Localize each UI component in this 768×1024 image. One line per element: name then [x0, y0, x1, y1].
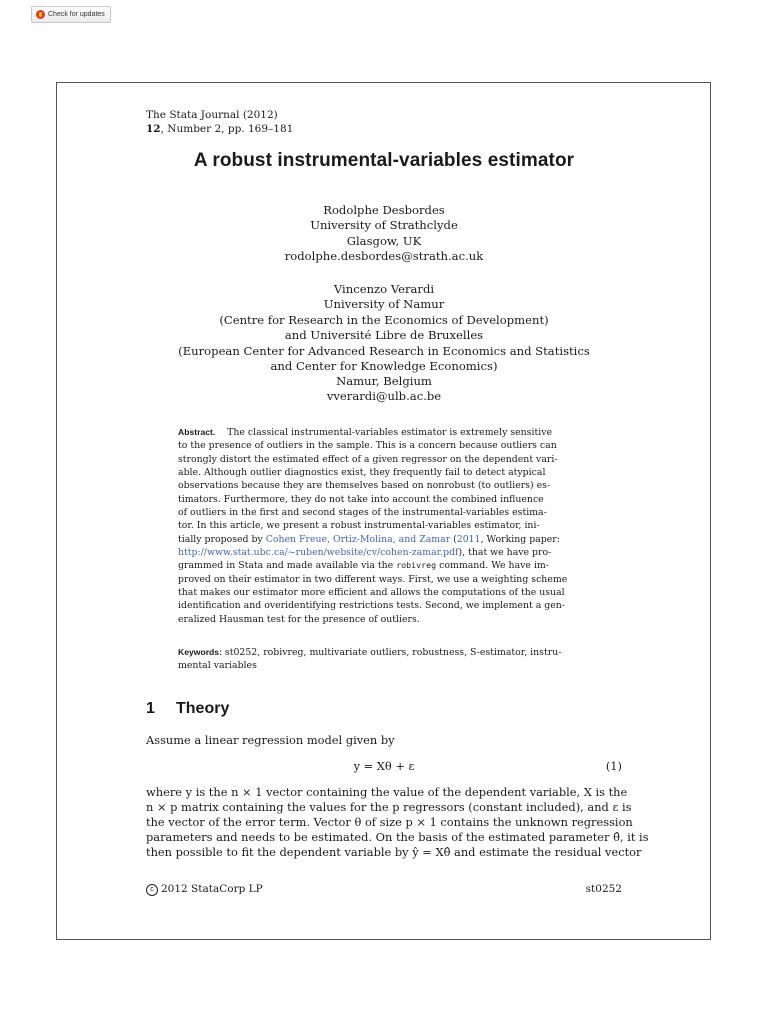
journal-pages: , Number 2, pp. 169–181 [160, 123, 294, 135]
body-line: n × p matrix containing the values for the p regressors (constant included), and ε is [146, 800, 632, 814]
abstract-line: able. Although outlier diagnostics exist, they frequently fail to detect atypical [178, 467, 546, 479]
body-line: where y is the n × 1 vector containing the value of the dependent variable, X is the [146, 785, 628, 799]
author-affiliation: and Center for Knowledge Economics) [270, 359, 498, 373]
abstract-text: tially proposed by [178, 533, 266, 545]
copyright-text: 2012 StataCorp LP [161, 883, 263, 895]
abstract-line: timators. Furthermore, they do not take into account the combined influence [178, 493, 544, 505]
working-paper-url[interactable]: http://www.stat.ubc.ca/~ruben/website/cv/cohen-zamar.pdf [178, 547, 459, 559]
abstract-text: ( [450, 533, 457, 545]
author-location: Namur, Belgium [336, 374, 432, 388]
footer-copyright [146, 883, 263, 896]
abstract-line: of outliers in the first and second stages of the instrumental-variables estima- [178, 507, 547, 519]
author-affiliation: University of Strathclyde [310, 218, 458, 232]
abstract-line: tor. In this article, we present a robust instrumental-variables estimator, ini- [178, 520, 540, 532]
equation [146, 759, 622, 774]
author-affiliation: University of Namur [323, 297, 445, 311]
abstract-text: ), that we have pro- [458, 547, 552, 559]
command-name: robivreg [396, 560, 437, 571]
abstract-text: command. We have im- [436, 560, 549, 572]
abstract-label: Abstract. [178, 427, 216, 437]
journal-volume: 12 [146, 123, 161, 135]
abstract-text: , Working paper: [480, 533, 560, 545]
section-number: 1 [146, 700, 155, 717]
paper-title: A robust instrumental-variables estimator [193, 150, 575, 171]
equation-number: (1) [605, 759, 622, 773]
keywords [178, 646, 590, 673]
author-name: Rodolphe Desbordes [323, 203, 445, 217]
crossmark-icon [36, 10, 45, 19]
body-line: the vector of the error term. Vector θ of size p × 1 contains the unknown regression [146, 815, 633, 829]
keywords-line: mental variables [178, 660, 257, 672]
body-line: parameters and needs to be estimated. On the basis of the estimated parameter θ̂, it is [146, 830, 649, 844]
check-for-updates-button[interactable] [31, 6, 111, 23]
abstract [178, 426, 590, 626]
abstract-line [178, 533, 590, 546]
equation-expression: y = Xθ + ε [353, 759, 415, 773]
journal-name: The Stata Journal (2012) [146, 109, 278, 121]
body-line: then possible to fit the dependent variable by ŷ = Xθ̂ and estimate the residual vector [146, 845, 642, 859]
abstract-line: identification and overidentifying restrictions tests. Second, we implement a gen- [178, 600, 565, 612]
footer-code: st0252 [585, 883, 622, 895]
copyright-icon: c [146, 884, 158, 896]
author-affiliation: (Centre for Research in the Economics of Development) [219, 313, 549, 327]
author-affiliation: and Université Libre de Bruxelles [284, 328, 484, 342]
abstract-line: strongly distort the estimated effect of a given regressor on the dependent vari- [178, 453, 558, 465]
abstract-line: that makes our estimator more efficient and allows the computations of the usual [178, 587, 565, 599]
citation-link[interactable]: Cohen Freue, Ortiz-Molina, and Zamar [265, 533, 451, 545]
abstract-line: to the presence of outliers in the sample. This is a concern because outliers can [178, 440, 557, 452]
author-email: vverardi@ulb.ac.be [326, 389, 442, 403]
journal-issue [146, 122, 293, 136]
abstract-line [178, 559, 590, 572]
abstract-line: The classical instrumental-variables estimator is extremely sensitive [227, 427, 553, 438]
abstract-line: observations because they are themselves based on nonrobust (to outliers) es- [178, 480, 551, 492]
abstract-line: eralized Hausman test for the presence of outliers. [178, 613, 420, 625]
author-name: Vincenzo Verardi [333, 282, 435, 296]
check-for-updates-label: Check for updates [48, 11, 105, 18]
section-heading [146, 700, 229, 718]
author-location: Glasgow, UK [346, 234, 422, 248]
keywords-line: st0252, robivreg, multivariate outliers, robustness, S-estimator, instru- [224, 647, 562, 658]
author-email: rodolphe.desbordes@strath.ac.uk [284, 249, 484, 263]
citation-year-link[interactable]: 2011 [456, 533, 481, 545]
abstract-line: proved on their estimator in two different ways. First, we use a weighting scheme [178, 573, 568, 585]
author-affiliation: (European Center for Advanced Research in Economics and Statistics [178, 344, 590, 358]
abstract-text: grammed in Stata and made available via the [178, 560, 397, 572]
abstract-line [178, 546, 590, 559]
keywords-label: Keywords: [178, 647, 222, 657]
body-paragraph: Assume a linear regression model given by [146, 733, 395, 747]
section-title: Theory [176, 700, 230, 717]
